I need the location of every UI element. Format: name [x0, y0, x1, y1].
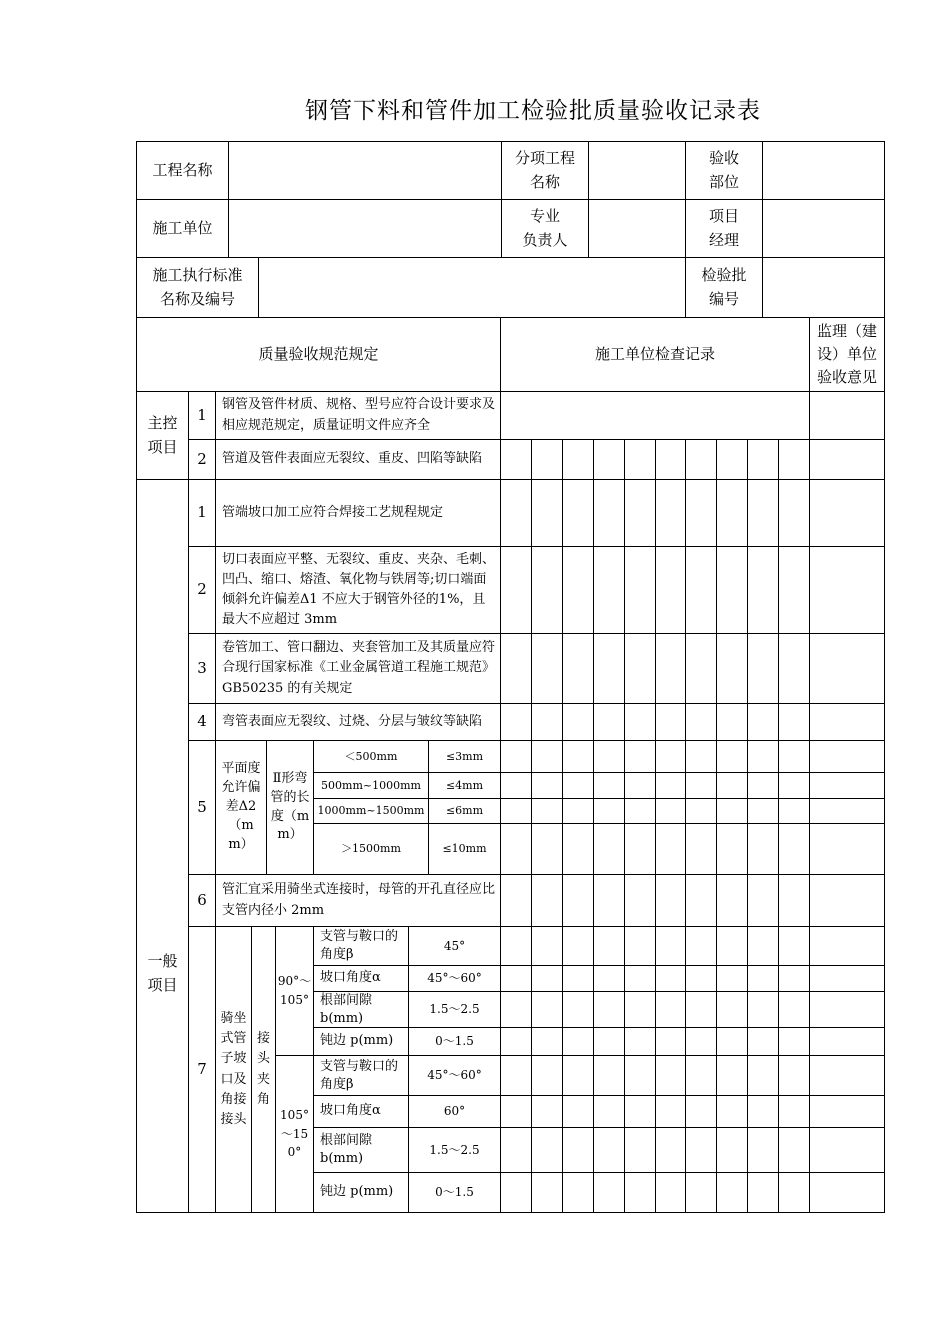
specialty-label-1: 专业: [529, 207, 560, 226]
construction-unit-label: 施工单位: [152, 218, 213, 237]
standard-field[interactable]: [259, 258, 685, 317]
bevel-value: 0～1.5: [435, 1034, 474, 1049]
bevel-param: 坡口角度α: [320, 1103, 381, 1119]
main-item-no: 1: [197, 405, 207, 424]
joint-angle-label: 接头夹角: [256, 1031, 270, 1107]
tolerance-value: ≤3mm: [445, 749, 484, 763]
main-item-no: 2: [197, 449, 207, 468]
project-name-field[interactable]: [229, 142, 501, 199]
acceptance-part-label-2: 部位: [708, 172, 739, 191]
general-item-text: 切口表面应平整、无裂纹、重皮、夹杂、毛刺、凹凸、缩口、熔渣、氧化物与铁屑等;切口端面倾斜允许偏差Δ1 不应大于钢管外径的1%，且最大不应超过 3mm: [222, 551, 496, 628]
supervisor-header-3: 验收意见: [816, 368, 877, 387]
main-item-text: 钢管及管件材质、规格、型号应符合设计要求及相应规范规定，质量证明文件应齐全: [222, 397, 496, 433]
project-manager-label-1: 项目: [708, 207, 739, 226]
general-label-2: 项目: [147, 975, 178, 994]
u-bend-length-label: Ⅱ形弯管的长度（mm）: [270, 770, 310, 843]
general-item-no: 4: [197, 712, 207, 731]
main-control-label: [137, 392, 188, 479]
general-item-no: 2: [197, 580, 207, 599]
bevel-value: 45°: [443, 938, 466, 953]
sub-project-label: [502, 142, 588, 199]
bevel-param: 支管与鞍口的角度β: [320, 1058, 399, 1092]
supervisor-header-2: 设）单位: [816, 344, 877, 363]
bevel-param: 钝边 p(mm): [320, 1033, 394, 1049]
general-label-1: 一般: [147, 952, 178, 971]
batch-no-label: [686, 258, 762, 317]
angle-range: 105°～150°: [280, 1108, 309, 1160]
general-item-no: 6: [197, 890, 207, 909]
standard-label: [137, 258, 258, 317]
supervisor-column-header: [810, 318, 884, 391]
specialty-label: [502, 200, 588, 257]
general-item-no: 1: [197, 503, 207, 522]
batch-no-label-2: 编号: [708, 289, 739, 308]
length-range: 500mm~1000mm: [321, 778, 421, 792]
batch-no-label-1: 检验批: [701, 266, 747, 285]
length-range: ＞1500mm: [341, 842, 401, 856]
bevel-value: 1.5～2.5: [429, 1002, 480, 1017]
standard-label-2: 名称及编号: [159, 289, 235, 308]
project-manager-label: [686, 200, 762, 257]
main-control-label-1: 主控: [147, 414, 178, 433]
acceptance-part-label-1: 验收: [708, 149, 739, 168]
bevel-param: 根部间隙b(mm): [320, 1133, 373, 1166]
spec-column-header: 质量验收规范规定: [258, 344, 379, 363]
bevel-value: 60°: [443, 1104, 466, 1119]
main-item-text: 管道及管件表面应无裂纹、重皮、凹陷等缺陷: [222, 451, 483, 467]
general-item-text: 管端坡口加工应符合焊接工艺规程规定: [222, 504, 444, 520]
main-control-label-2: 项目: [147, 437, 178, 456]
angle-range: 90°～105°: [277, 974, 312, 1007]
acceptance-part-label: [686, 142, 762, 199]
bevel-param: 坡口角度α: [320, 970, 381, 986]
batch-no-field[interactable]: [763, 258, 884, 317]
bevel-value: 45°～60°: [427, 1068, 482, 1083]
sub-project-field[interactable]: [589, 142, 685, 199]
sub-project-label-1: 分项工程: [514, 149, 575, 168]
project-manager-field[interactable]: [763, 200, 884, 257]
main-control-supervisor-cell[interactable]: [810, 392, 884, 479]
standard-label-1: 施工执行标准: [152, 266, 243, 285]
general-item-text: 弯管表面应无裂纹、过烧、分层与皱纹等缺陷: [222, 713, 483, 729]
sub-project-label-2: 名称: [529, 172, 560, 191]
length-range: 1000mm~1500mm: [317, 804, 425, 818]
bevel-param: 钝边 p(mm): [320, 1184, 394, 1200]
bevel-value: 1.5～2.5: [429, 1142, 480, 1157]
general-item-no: 5: [197, 797, 207, 816]
bevel-param: 根部间隙b(mm): [320, 992, 373, 1026]
tolerance-value: ≤4mm: [445, 778, 484, 792]
saddle-joint-label: 骑坐式管子坡口及角接接头: [220, 1011, 247, 1127]
project-name-label: 工程名称: [152, 160, 213, 179]
flatness-label: 平面度允许偏差Δ2（mm）: [221, 761, 261, 852]
tolerance-value: ≤6mm: [445, 804, 484, 818]
bevel-value: 45°～60°: [427, 971, 482, 986]
general-item-text: 卷管加工、管口翻边、夹套管加工及其质量应符合现行国家标准《工业金属管道工程施工规范》GB50235 的有关规定: [222, 640, 496, 696]
inspection-column-header: 施工单位检查记录: [594, 344, 715, 363]
general-label: [137, 480, 188, 1212]
project-manager-label-2: 经理: [708, 230, 739, 249]
general-item-no: 7: [197, 1059, 207, 1078]
bevel-value: 0～1.5: [435, 1185, 474, 1200]
specialty-label-2: 负责人: [522, 230, 568, 249]
page-title: 钢管下料和管件加工检验批质量验收记录表: [305, 98, 761, 124]
general-supervisor-cell[interactable]: [810, 480, 884, 1212]
general-item-text: 管汇宜采用骑坐式连接时，母管的开孔直径应比支管内径小 2mm: [222, 882, 496, 918]
supervisor-header-1: 监理（建: [816, 321, 877, 340]
bevel-param: 支管与鞍口的角度β: [320, 929, 399, 962]
acceptance-part-field[interactable]: [763, 142, 884, 199]
specialty-field[interactable]: [589, 200, 685, 257]
tolerance-value: ≤10mm: [442, 842, 487, 856]
length-range: ＜500mm: [344, 749, 398, 763]
construction-unit-field[interactable]: [229, 200, 501, 257]
general-item-no: 3: [197, 658, 207, 677]
